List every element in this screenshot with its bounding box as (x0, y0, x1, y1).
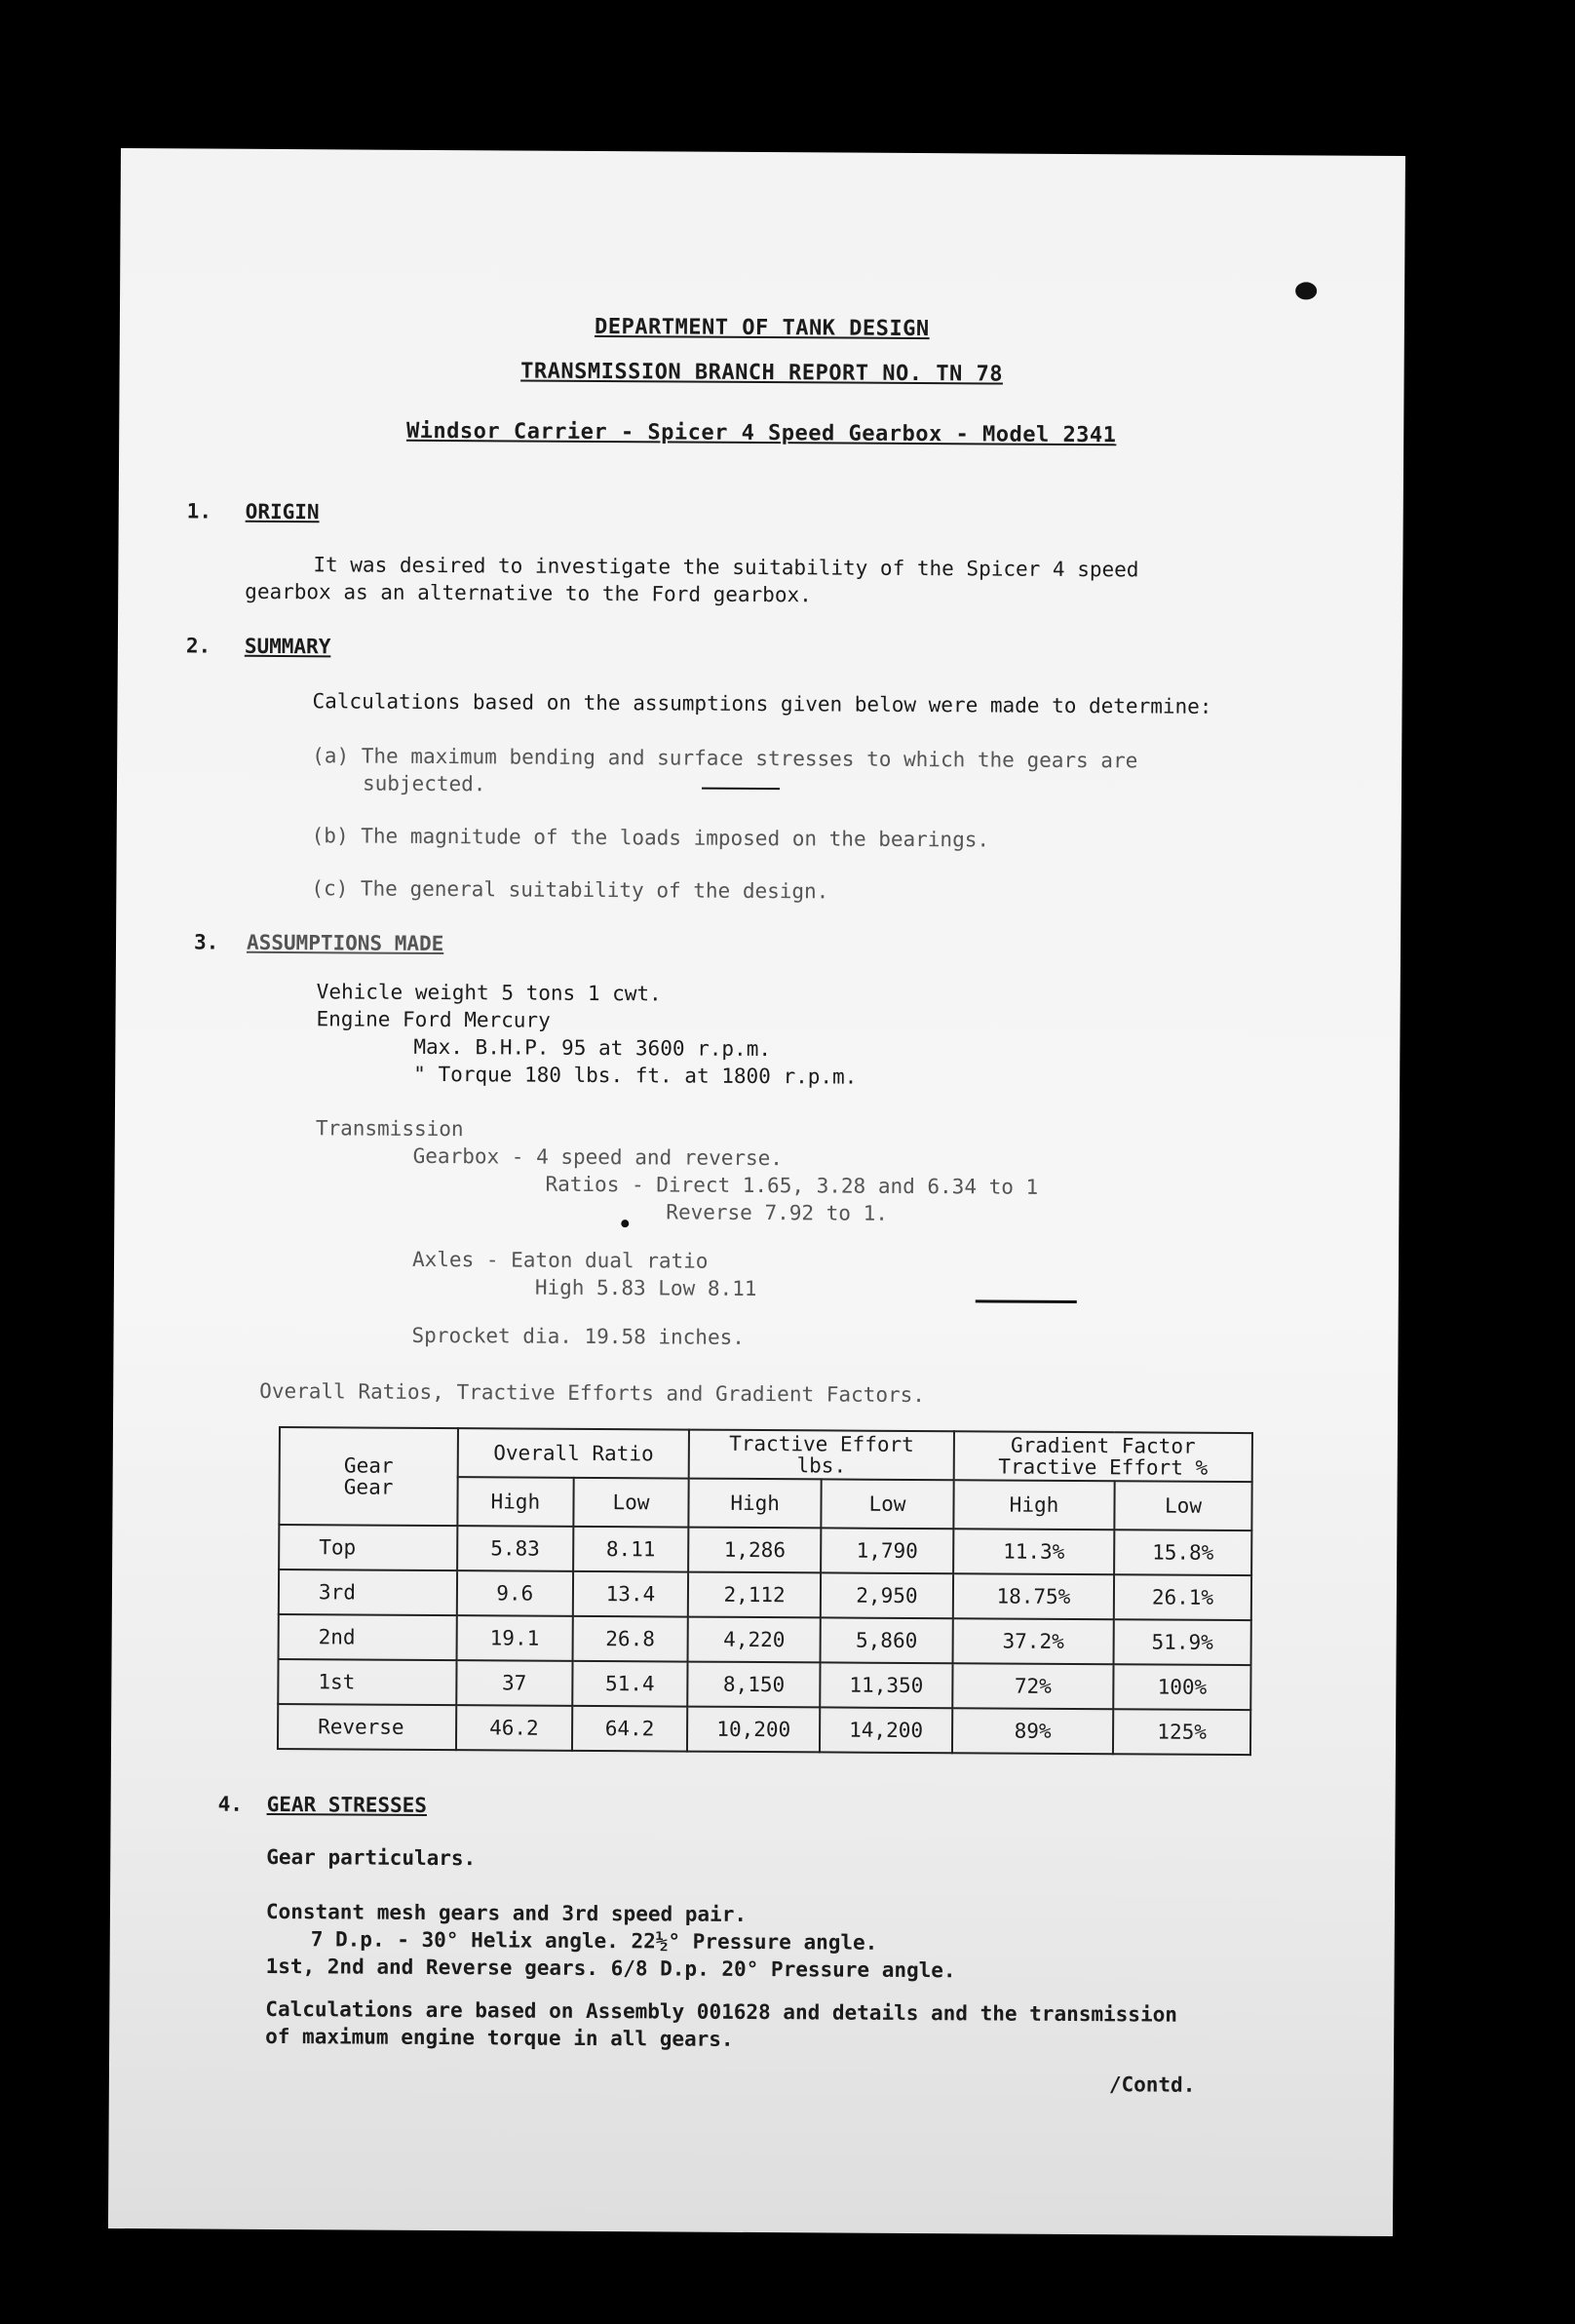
gear-cell: 3rd (279, 1569, 457, 1615)
reverse-ratio: Reverse 7.92 to 1. (666, 1200, 888, 1225)
calculations-line-1: Calculations are based on Assembly 001628 and details and the transmission (265, 1996, 1177, 2027)
table-cell: 26.1% (1114, 1574, 1251, 1620)
table-cell: 26.8 (572, 1616, 688, 1662)
gear-cell: Reverse (278, 1704, 456, 1750)
table-header-row (280, 1427, 1252, 1482)
table-cell: 2,112 (688, 1572, 821, 1618)
ratios: Ratios - Direct 1.65, 3.28 and 6.34 to 1 (545, 1172, 1039, 1199)
table-cell: 100% (1113, 1664, 1250, 1710)
table-cell: 51.4 (572, 1661, 688, 1707)
underline-mark (702, 788, 780, 790)
section-3-number: 3. (193, 930, 219, 954)
section-3-title: ASSUMPTIONS MADE (246, 930, 444, 956)
gear-cell: 1st (278, 1659, 456, 1705)
ratios-table (277, 1426, 1253, 1756)
subheader-low: Low (1114, 1481, 1251, 1530)
gear-cell: Top (279, 1525, 457, 1570)
table-cell: 13.4 (572, 1571, 688, 1617)
table-cell: 8,150 (688, 1662, 821, 1708)
table-cell: 11.3% (953, 1529, 1114, 1574)
overall-ratio-header: Overall Ratio (458, 1428, 690, 1478)
summary-item-a-line-2: subjected. (362, 771, 486, 796)
table-cell: 1,790 (821, 1528, 953, 1573)
table-cell: 1,286 (688, 1528, 821, 1573)
table-cell: 89% (952, 1708, 1113, 1754)
origin-line-2: gearbox as an alternative to the Ford gearbox. (245, 579, 812, 607)
table-cell: 5.83 (457, 1526, 573, 1571)
table-cell: 19.1 (457, 1615, 573, 1661)
section-2-number: 2. (185, 634, 211, 658)
table-row (278, 1659, 1250, 1710)
reverse-gears-line: 1st, 2nd and Reverse gears. 6/8 D.p. 20° Pressure angle. (265, 1954, 956, 1983)
constant-mesh-line: Constant mesh gears and 3rd speed pair. (265, 1899, 748, 1926)
gradient-factor-header: Gradient Factor Tractive Effort % (954, 1431, 1252, 1482)
table-cell: 8.11 (573, 1527, 689, 1572)
origin-line-1: It was desired to investigate the suitability of the Spicer 4 speed (313, 553, 1139, 582)
table-cell: 2,950 (821, 1572, 953, 1618)
subheader-high: High (457, 1477, 573, 1527)
table-cell: 37 (456, 1660, 572, 1706)
sprocket-dia: Sprocket dia. 19.58 inches. (411, 1323, 746, 1349)
table-cell: 15.8% (1114, 1530, 1251, 1575)
summary-intro: Calculations based on the assumptions given below were made to determine: (312, 689, 1212, 718)
table-cell: 125% (1113, 1709, 1250, 1755)
table-cell: 18.75% (953, 1573, 1114, 1619)
summary-item-a-line-1: (a) The maximum bending and surface stresses to which the gears are (312, 744, 1138, 773)
dot-mark (621, 1220, 629, 1227)
subheader-low: Low (821, 1479, 953, 1529)
table-cell: 46.2 (456, 1705, 572, 1751)
continued-note: /Contd. (1108, 2072, 1196, 2097)
transmission-label: Transmission (315, 1116, 464, 1142)
document-page (108, 148, 1405, 2236)
max-bhp: Max. B.H.P. 95 at 3600 r.p.m. (413, 1034, 772, 1062)
department-heading: DEPARTMENT OF TANK DESIGN (594, 314, 930, 342)
subheader-high: High (689, 1479, 822, 1529)
vehicle-weight: Vehicle weight 5 tons 1 cwt. (316, 980, 662, 1006)
engine: Engine Ford Mercury (316, 1007, 551, 1032)
table-caption: Overall Ratios, Tractive Efforts and Gradient Factors. (259, 1378, 926, 1408)
table-cell: 51.9% (1114, 1619, 1251, 1665)
summary-item-b: (b) The magnitude of the loads imposed on the bearings. (311, 824, 990, 852)
table-row (279, 1614, 1251, 1665)
table-cell: 14,200 (820, 1707, 952, 1753)
helix-angle-line: 7 D.p. - 30° Helix angle. 22½° Pressure angle. (310, 1927, 878, 1955)
report-subject-heading: Windsor Carrier - Spicer 4 Speed Gearbox - Model 2341 (405, 418, 1117, 448)
table-cell: 10,200 (687, 1707, 820, 1753)
section-4-number: 4. (217, 1792, 243, 1816)
table-cell: 72% (952, 1663, 1113, 1709)
section-2-title: SUMMARY (244, 634, 331, 659)
table-cell: 4,220 (688, 1617, 821, 1663)
summary-item-c: (c) The general suitability of the design. (311, 876, 829, 904)
underline-mark-2 (976, 1299, 1077, 1303)
axle-ratios: High 5.83 Low 8.11 (534, 1275, 757, 1301)
gear-particulars: Gear particulars. (266, 1844, 477, 1871)
subheader-high: High (953, 1480, 1114, 1530)
torque: " Torque 180 lbs. ft. at 1800 r.p.m. (413, 1062, 858, 1089)
gear-header: Gear Gear (279, 1427, 458, 1526)
table-row (279, 1525, 1251, 1575)
axles: Axles - Eaton dual ratio (411, 1247, 709, 1273)
section-1-title: ORIGIN (245, 499, 320, 524)
subheader-low: Low (573, 1478, 689, 1528)
table-row (279, 1569, 1251, 1620)
table-cell: 64.2 (572, 1706, 688, 1752)
table-cell: 5,860 (821, 1617, 953, 1663)
report-number-heading: TRANSMISSION BRANCH REPORT NO. TN 78 (520, 359, 1004, 387)
gear-cell: 2nd (279, 1614, 457, 1660)
ink-blot (1295, 282, 1317, 299)
gearbox: Gearbox - 4 speed and reverse. (412, 1143, 784, 1171)
calculations-line-2: of maximum engine torque in all gears. (265, 2024, 734, 2051)
table-cell: 9.6 (457, 1570, 573, 1616)
table-cell: 37.2% (952, 1618, 1113, 1664)
table-cell: 11,350 (820, 1662, 952, 1708)
tractive-effort-header: Tractive Effort lbs. (689, 1430, 954, 1481)
section-4-title: GEAR STRESSES (266, 1792, 428, 1817)
table-row (278, 1704, 1250, 1755)
section-1-number: 1. (186, 499, 212, 523)
